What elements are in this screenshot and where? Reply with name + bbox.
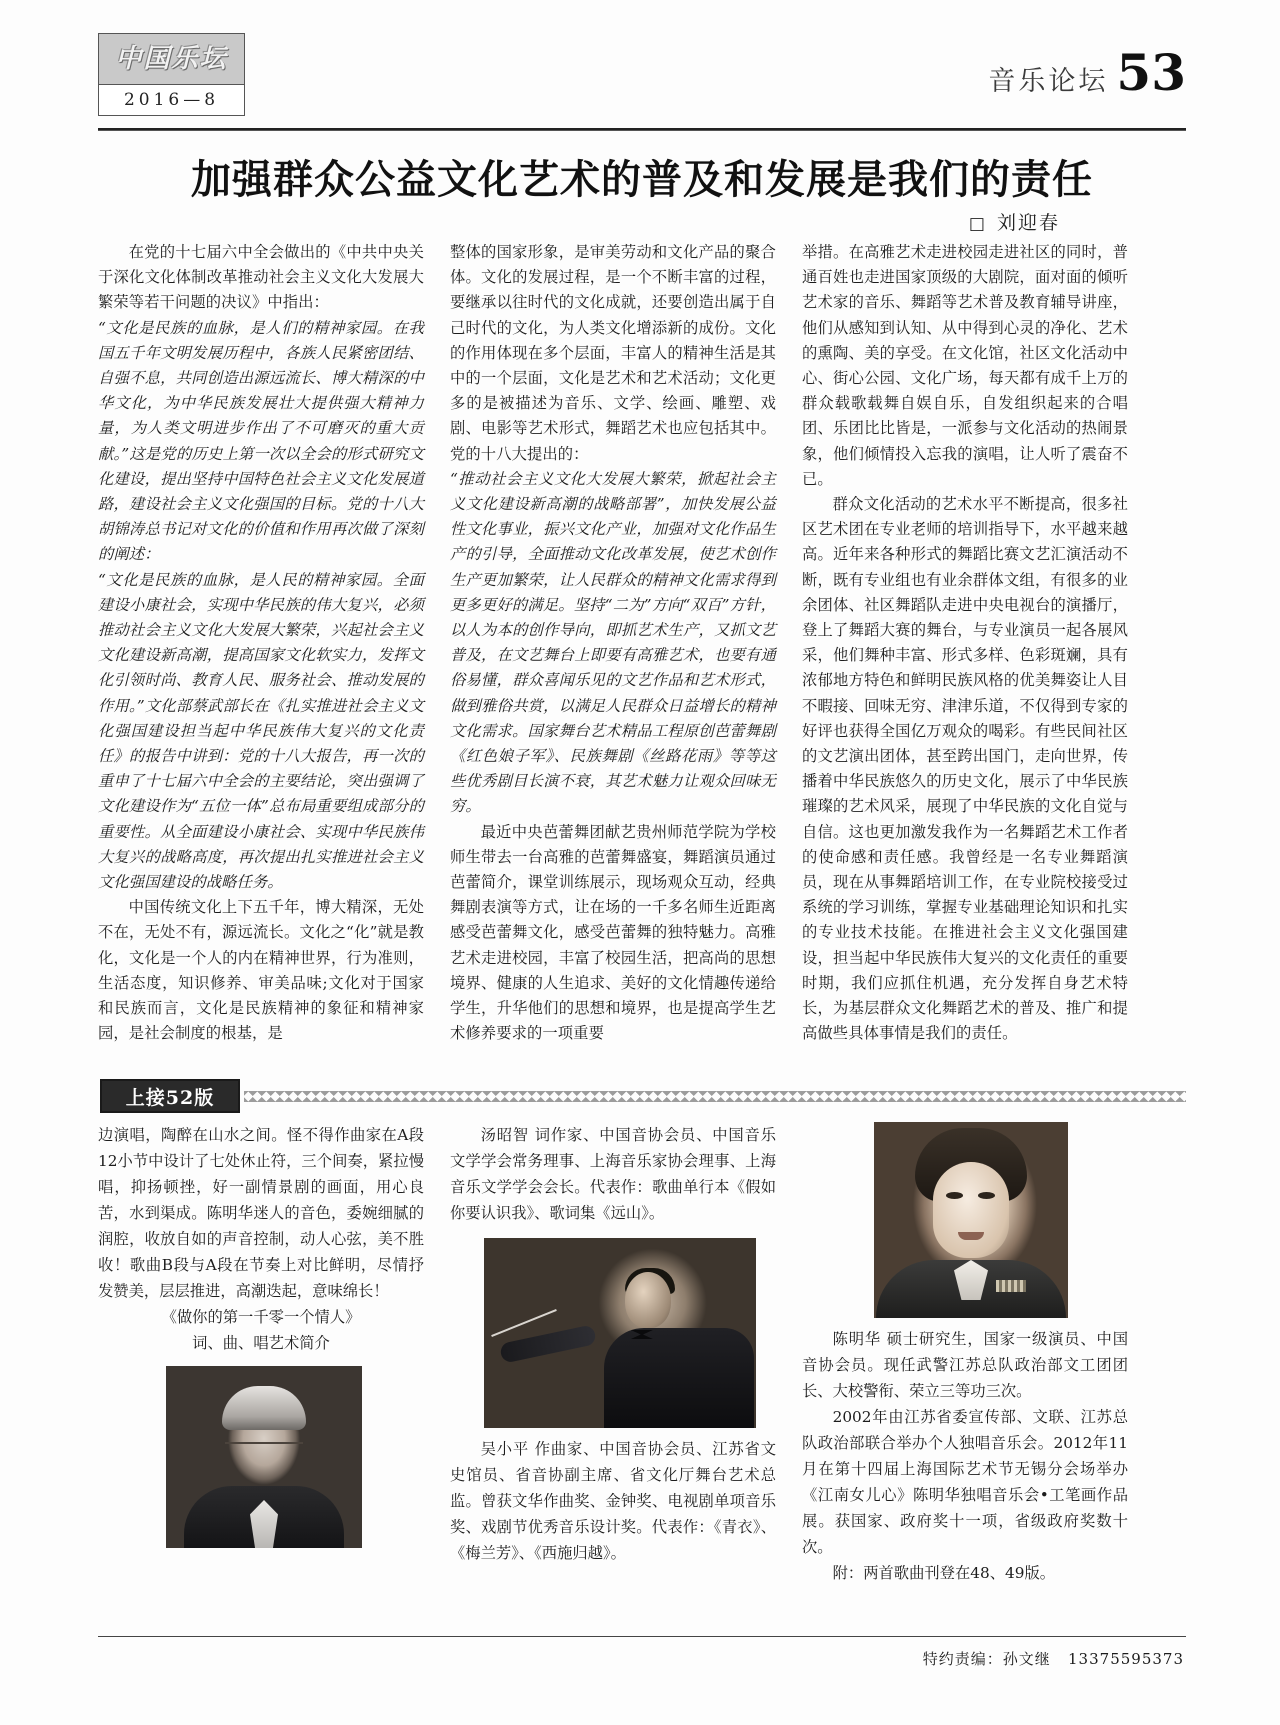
page-number: 53 [1116,43,1186,102]
editor-phone: 13375595373 [1068,1650,1184,1668]
lower-column-2 [450,1122,776,1586]
photo-detail-head [625,1272,671,1328]
byline-box-icon: □ [968,214,987,234]
masthead-logo [98,33,245,116]
photo-detail-eye-left [946,1192,963,1199]
bio-singer-awards: 2002年由江苏省委宣传部、文联、江苏总队政治部联合举办个人独唱音乐会。2012年11月在第十四届上海国际艺术节无锡分会场举办《江南女儿心》陈明华独唱音乐会•工笔画作品展。获国家、政府奖十一项，省级政府奖数十次。 [802,1408,1128,1556]
article-column-1 [98,240,424,1047]
header-divider-rule [98,128,1186,131]
masthead-title-block [99,34,244,85]
bio-singer: 陈明华 硕士研究生，国家一级演员、中国音协会员。现任武警江苏总队政治部文工团团长、大校警衔、荣立三等功三次。 [802,1330,1128,1400]
section-name: 音乐论坛 [988,66,1109,97]
photo-detail-eye-right [978,1192,995,1199]
photo-portrait-lyricist [166,1366,362,1548]
masthead-title: 中国乐坛 [115,44,228,74]
decorative-rule [244,1091,1186,1102]
page-header [98,28,1186,128]
photo-portrait-singer [874,1122,1068,1318]
article-column-2 [450,240,776,1047]
photo-detail-face [933,1162,1009,1258]
paragraph: 中国传统文化上下五千年，博大精深，无处不在，无处不有，源远流长。文化之“化”就是教化，文化是一个人的内在精神世界，行为准则，生活态度，知识修养、审美品味;文化对于国家和民族而言，文化是民族精神的象征和精神家园，是社会制度的根基，是 [98,898,424,1043]
lower-column-3 [802,1122,1128,1586]
footer-divider-rule [98,1636,1186,1637]
paragraph: 整体的国家形象，是审美劳动和文化产品的聚合体。文化的发展过程，是一个不断丰富的过程，要继承以往时代的文化成就，还要创造出属于自己时代的文化，为人类文化增添新的成份。文化的作用体现在多个层面，丰富人的精神生活是其中的一个层面，文化是艺术和艺术活动；文化更多的是被描述为音乐、文学、绘画、雕塑、戏剧、电影等艺术形式，舞蹈艺术也应包括其中。党的十八大提出的： [450,243,776,463]
credits-heading: 词、曲、唱艺术简介 [192,1334,330,1352]
byline-author: 刘迎春 [996,212,1060,234]
photo-detail-insignia [996,1280,1026,1292]
continuation-banner [100,1078,1186,1114]
editor-label: 特约责编：孙文继 [922,1650,1051,1668]
note-song-pages: 附：两首歌曲刊登在48、49版。 [832,1564,1056,1582]
photo-portrait-composer [484,1238,756,1428]
article-columns [98,240,1188,1047]
paragraph: “文化是民族的血脉，是人们的精神家园。在我国五千年文明发展历程中，各族人民紧密团结、自强不息，共同创造出源远流长、博大精深的中华文化，为中华民族发展壮大提供强大精神力量，为人类文明进步作出了不可磨灭的重大贡献。”这是党的历史上第一次以全会的形式研究文化建设，提出坚持中国特色社会主义文化发展道路，建设社会主义文化强国的目标。党的十八大胡锦涛总书记对文化的价值和作用再次做了深刻的阐述： [98,318,424,564]
paragraph: “文化是民族的血脉，是人民的精神家园。全面建设小康社会，实现中华民族的伟大复兴，必须推动社会主义文化大发展大繁荣，兴起社会主义文化建设新高潮，提高国家文化软实力，发挥文化引领时尚、教育人民、服务社会、推动发展的作用。”文化部蔡武部长在《扎实推进社会主义文化强国建设担当起中华民族伟大复兴的文化责任》的报告中讲到：党的十八大报告，再一次的重申了十七届六中全会的主要结论，突出强调了文化建设作为“五位一体”总布局重要组成部分的重要性。从全面建设小康社会、实现中华民族伟大复兴的战略高度，再次提出扎实推进社会主义文化强国建设的战略任务。 [98,570,424,892]
bio-composer: 吴小平 作曲家、中国音协会员、江苏省文史馆员、省音协副主席、省文化厅舞台艺术总监。曾获文华作曲奖、金钟奖、电视剧单项音乐奖、戏剧节优秀音乐设计奖。代表作：《青衣》、《梅兰芳》、《西施归越》。 [450,1440,776,1562]
paragraph: “推动社会主义文化大发展大繁荣，掀起社会主义文化建设新高潮的战略部署”，加快发展公益性文化事业，振兴文化产业，加强对文化作品生产的引导，全面推动文化改革发展，使艺术创作生产更加繁荣，让人民群众的精神文化需求得到更多更好的满足。坚持“二为”方向“双百”方针，以人为本的创作导向，即抓艺术生产，又抓文艺普及，在文艺舞台上即要有高雅艺术，也要有通俗易懂，群众喜闻乐见的文艺作品和艺术形式，做到雅俗共赏，以满足人民群众日益增长的精神文化需求。国家舞台艺术精品工程原创芭蕾舞剧《红色娘子军》、民族舞剧《丝路花雨》等等这些优秀剧目长演不衰，其艺术魅力让观众回味无穷。 [450,469,776,816]
paragraph: 最近中央芭蕾舞团献艺贵州师范学院为学校师生带去一台高雅的芭蕾舞盛宴，舞蹈演员通过芭蕾简介，课堂训练展示，现场观众互动，经典舞剧表演等方式，让在场的一千多名师生近距离感受芭蕾舞文化，感受芭蕾舞的独特魅力。高雅艺术走进校园，丰富了校园生活，把高尚的思想境界、健康的人生追求、美好的文化情趣传递给学生，升华他们的思想和境界，也是提高学生艺术修养要求的一项重要 [450,822,776,1043]
lower-columns [98,1122,1188,1586]
photo-detail-tuxedo [604,1328,754,1428]
paragraph: 在党的十七届六中全会做出的《中共中央关于深化文化体制改革推动社会主义文化大发展大繁荣等若干问题的决议》中指出： [98,243,424,312]
paragraph: 群众文化活动的艺术水平不断提高，很多社区艺术团在专业老师的培训指导下，水平越来越高。近年来各种形式的舞蹈比赛文艺汇演活动不断，既有专业组也有业余群体文组，有很多的业余团体、社区舞蹈队走进中央电视台的演播厅，登上了舞蹈大赛的舞台，与专业演员一起各展风采，他们舞种丰富、形式多样、色彩斑斓，具有浓郁地方特色和鲜明民族风格的优美舞姿让人目不暇接、回味无穷、津津乐道，不仅得到专家的好评也获得全国亿万观众的喝彩。有些民间社区的文艺演出团体，甚至跨出国门，走向世界，传播着中华民族悠久的历史文化，展示了中华民族璀璨的艺术风采，展现了中华民族的文化自觉与自信。这也更加激发我作为一名舞蹈艺术工作者的使命感和责任感。我曾经是一名专业舞蹈演员，现在从事舞蹈培训工作，在专业院校接受过系统的学习训练，掌握专业基础理论知识和扎实的专业技术技能。在推进社会主义文化强国建设，担当起中华民族伟大复兴的文化责任的重要时期，我们应抓住机遇，充分发挥自身艺术特长，为基层群众文化舞蹈艺术的普及、推广和提高做些具体事情是我们的责任。 [802,495,1128,1043]
paragraph: 举措。在高雅艺术走进校园走进社区的同时，普通百姓也走进国家顶级的大剧院，面对面的倾听艺术家的音乐、舞蹈等艺术普及教育辅导讲座，他们从感知到认知、从中得到心灵的净化、艺术的熏陶、美的享受。在文化馆，社区文化活动中心、街心公园、文化广场，每天都有成千上万的群众载歌载舞自娱自乐，自发组织起来的合唱团、乐团比比皆是，一派参与文化活动的热闹景象，他们倾情投入忘我的演唱，让人听了震奋不已。 [802,243,1128,488]
masthead-issue: 2016—8 [123,90,220,110]
photo-detail-glasses [225,1442,303,1460]
continuation-tag: 上接52版 [100,1079,240,1113]
article-column-3 [802,240,1128,1047]
footer-editor-line [923,1648,1184,1669]
header-section-group [988,43,1186,102]
article-byline [969,208,1060,235]
paragraph: 边演唱，陶醉在山水之间。怪不得作曲家在A段12小节中设计了七处休止符，三个间奏，紧拉慢唱，抑扬顿挫，好一副情景剧的画面，用心良苦，水到渠成。陈明华迷人的音色，委婉细腻的润腔，收放自如的声音控制，动人心弦，美不胜收！歌曲B段与A段在节奏上对比鲜明，尽情抒发赞美，层层推进，高潮迭起，意味绵长！ [98,1126,424,1300]
song-title: 《做你的第一千零一个情人》 [161,1308,361,1326]
article-title: 加强群众公益文化艺术的普及和发展是我们的责任 [191,156,1093,203]
lower-column-1 [98,1122,424,1586]
photo-detail-mouth [958,1232,984,1240]
bio-lyricist: 汤昭智 词作家、中国音协会员、中国音乐文学学会常务理事、上海音乐家协会理事、上海音乐文学学会会长。代表作：歌曲单行本《假如你要认识我》、歌词集《远山》。 [450,1126,776,1222]
